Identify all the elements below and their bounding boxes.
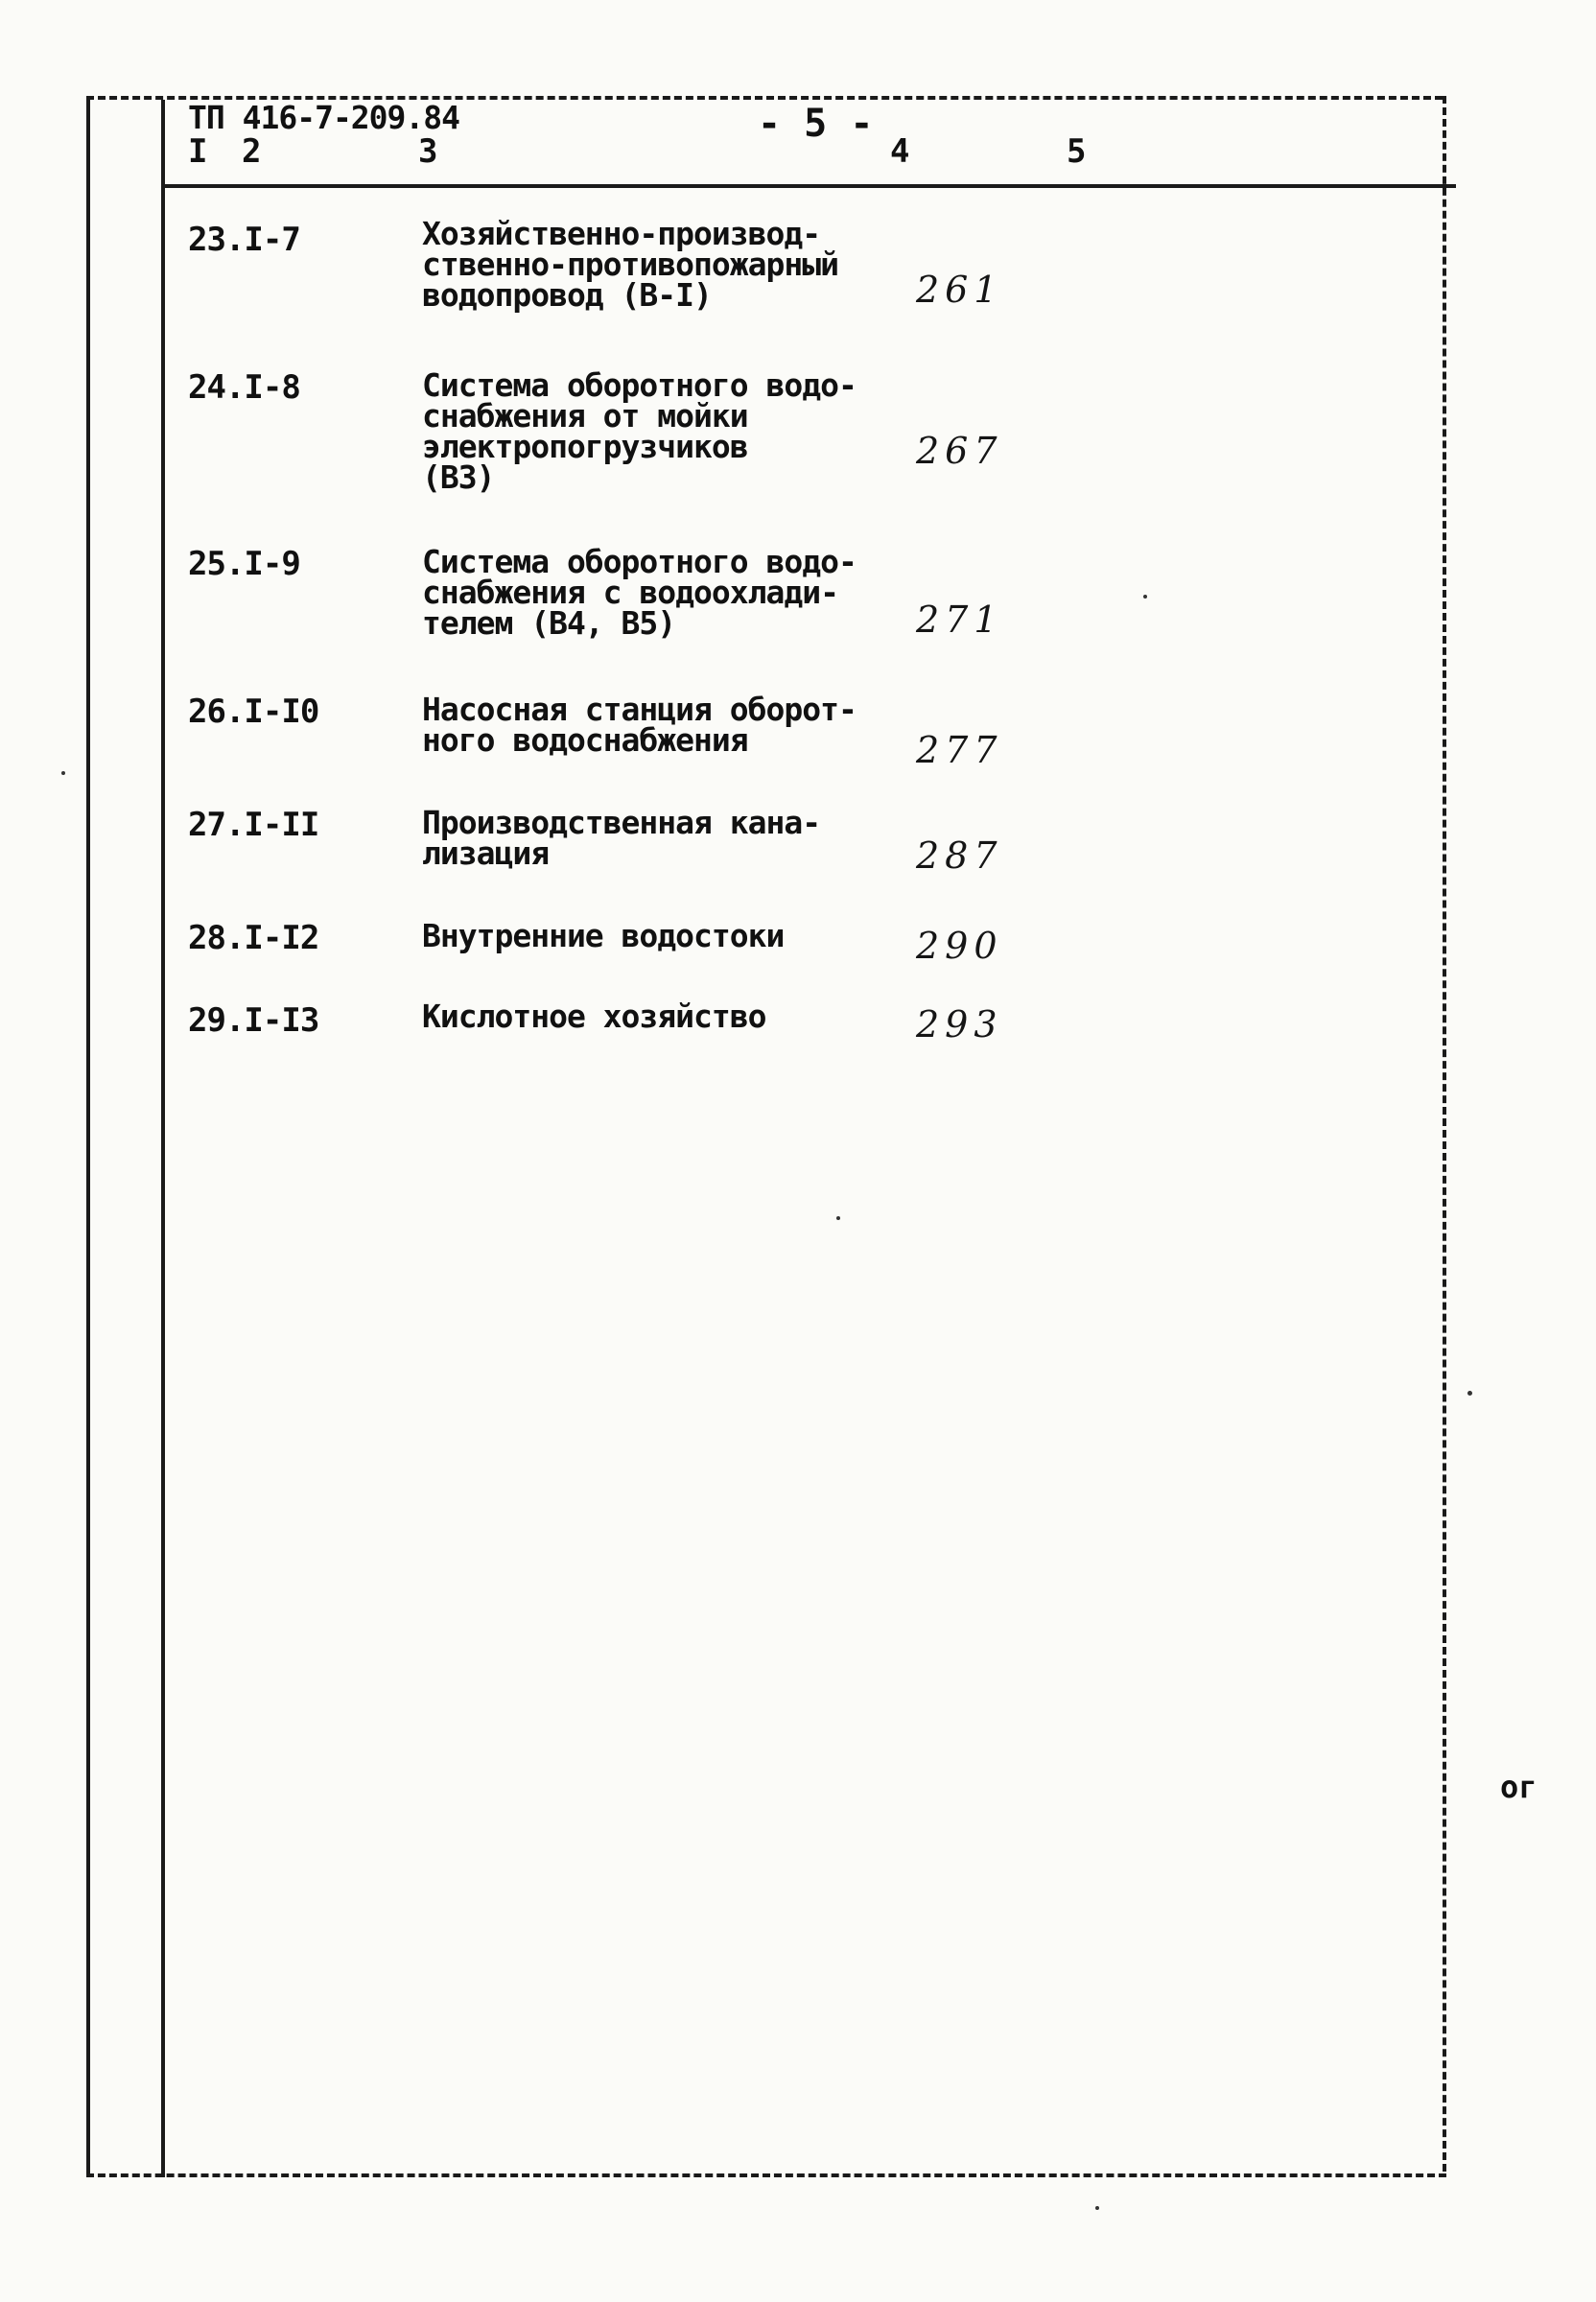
scan-speck	[836, 1216, 840, 1220]
entry-page: 277	[916, 729, 1003, 771]
entry-code: 25.I-9	[188, 545, 300, 583]
entry-code: 29.I-I3	[188, 1001, 319, 1040]
entry-title: Хозяйственно-производ- ственно-противопожарный водопровод (В-I)	[422, 215, 838, 314]
entry-page: 261	[916, 269, 1003, 311]
entry-title: Система оборотного водо- снабжения с водоохлади- телем (В4, В5)	[422, 543, 857, 642]
document-code: ТП 416-7-209.84	[188, 99, 460, 136]
entry-page: 287	[916, 834, 1003, 877]
entry-page: 267	[916, 430, 1003, 472]
column-number-4: 4	[890, 132, 910, 171]
entry-code: 28.I-I2	[188, 919, 319, 957]
scan-speck	[1467, 1391, 1472, 1396]
entry-title: Система оборотного водо- снабжения от мойки электропогрузчиков (В3)	[422, 366, 857, 496]
column-number-5: 5	[1067, 132, 1087, 171]
entry-code: 27.I-II	[188, 806, 319, 844]
entry-code: 26.I-I0	[188, 693, 319, 731]
entry-title: Насосная станция оборот- ного водоснабжения	[422, 691, 857, 759]
page-number: - 5 -	[758, 102, 874, 146]
entry-page: 271	[916, 599, 1003, 641]
scan-speck	[61, 771, 65, 775]
column-number-1: I	[188, 132, 208, 171]
frame-left-outer	[86, 100, 90, 2177]
entry-page: 290	[916, 925, 1003, 967]
entry-title: Производственная кана- лизация	[422, 804, 821, 872]
entry-code: 23.I-7	[188, 221, 300, 259]
entry-code: 24.I-8	[188, 368, 300, 407]
header-separator	[161, 184, 1456, 188]
scan-speck	[1095, 2206, 1099, 2210]
scan-speck	[1143, 595, 1147, 599]
frame-right	[1443, 96, 1446, 2172]
frame-bottom	[86, 2173, 1446, 2177]
margin-note: ог	[1500, 1769, 1537, 1805]
column-number-2: 2	[242, 132, 262, 171]
entry-page: 293	[916, 1003, 1003, 1045]
column-number-3: 3	[418, 132, 438, 171]
entry-title: Внутренние водостоки	[422, 917, 785, 954]
entry-title: Кислотное хозяйство	[422, 998, 766, 1035]
frame-left-inner	[161, 100, 165, 2177]
